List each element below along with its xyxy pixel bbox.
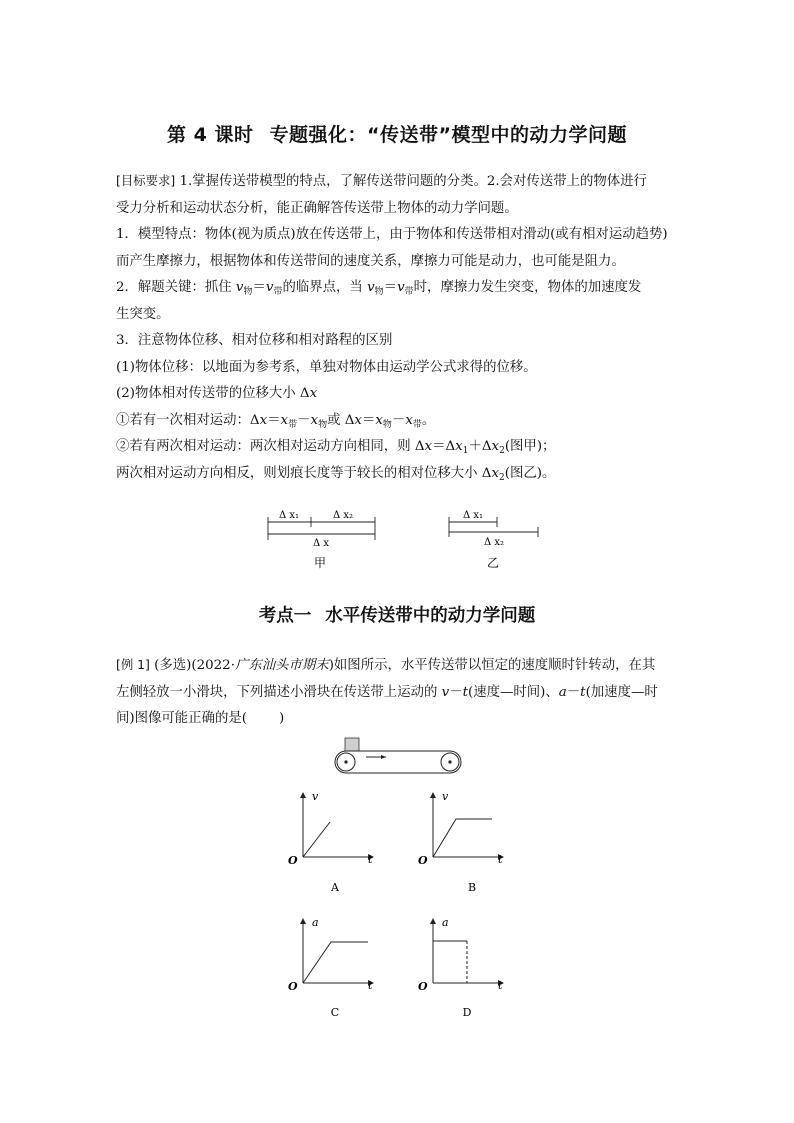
graph-a-y-label: v (312, 790, 319, 803)
graph-d-y-label: a (442, 916, 449, 929)
example-line-1: [例 1] (多选)(2022·广东汕头市期末)如图所示，水平传送带以恒定的速度顺时针转动，在其 (116, 657, 656, 673)
graph-c-origin: O (288, 980, 298, 993)
graph-a (288, 790, 373, 894)
jia-dx1-label: Δ x₁ (278, 510, 300, 521)
graph-b (418, 790, 503, 894)
jia-dx-label: Δ x (312, 538, 330, 549)
point-2-line-1: 2．解题关键：抓住 $v_物=v_带$的临界点，当 $v_物=v_带$时，摩擦力发生突变，物体的加速度发 (116, 280, 642, 297)
point-2-line-2: 生突变。 (116, 306, 170, 322)
point-3-2: (2)物体相对传送带的位移大小 Δx (116, 386, 318, 401)
objective-line-1: [目标要求] 1.掌握传送带模型的特点，了解传送带问题的分类。2.会对传送带上的物体进行 (116, 173, 647, 189)
objective-tag: [目标要求] (116, 173, 176, 188)
point-1-line-1: 1．模型特点：物体(视为质点)放在传送带上，由于物体和传送带相对滑动(或有相对运动趋势) (116, 227, 668, 242)
example-tag: [例 1] (116, 657, 150, 672)
graph-d-origin: O (418, 980, 428, 993)
example-line-3: 间)图像可能正确的是( ) (116, 711, 285, 726)
graph-d-caption: D (462, 1006, 472, 1019)
graph-d (418, 916, 503, 1019)
point-1-line-2: 而产生摩擦力，根据物体和传送带间的速度关系，摩擦力可能是动力，也可能是阻力。 (116, 253, 625, 269)
lesson-topic: 专题强化：“传送带”模型中的动力学问题 (269, 124, 627, 146)
graph-b-x-label: t (498, 853, 503, 866)
graph-a-x-label: t (368, 853, 373, 866)
graph-a-origin: O (288, 854, 298, 867)
graph-b-origin: O (418, 854, 428, 867)
graph-c-caption: C (330, 1006, 340, 1019)
objective-line-2: 受力分析和运动状态分析，能正确解答传送带上物体的动力学问题。 (116, 200, 518, 216)
section-heading: 考点一 水平传送带中的动力学问题 (258, 606, 536, 626)
case-1: ①若有一次相对运动：$\Delta x=x_带-x_物$或 $\Delta x=x_物-x_带$。 (116, 412, 436, 430)
point-3: 3．注意物体位移、相对位移和相对路程的区别 (116, 333, 393, 348)
jia-dx2-label: Δ x₂ (332, 510, 354, 521)
graph-c-curve (303, 942, 368, 983)
graph-c-x-label: t (368, 979, 373, 992)
yi-dx2-label: Δ x₂ (483, 537, 505, 548)
jia-caption: 甲 (313, 556, 327, 570)
graph-c-y-label: a (312, 916, 319, 929)
case-3: 两次相对运动方向相反，则划痕长度等于较长的相对位移大小 $\Delta x_2$(图乙)。 (116, 465, 556, 483)
yi-caption: 乙 (486, 556, 500, 570)
graph-b-curve (433, 819, 492, 857)
case-2: ②若有两次相对运动：两次相对运动方向相同，则 $\Delta x=\Delta x_1+\Delta x_2$(图甲)； (116, 439, 556, 456)
point-3-1: (1)物体位移：以地面为参考系，单独对物体由运动学公式求得的位移。 (116, 359, 537, 375)
lesson-number: 第 4 课时 (167, 124, 254, 146)
graph-b-caption: B (467, 881, 477, 894)
graph-c (288, 916, 373, 1019)
graph-b-y-label: v (442, 790, 449, 803)
graph-a-caption: A (331, 881, 339, 894)
graph-d-x-label: t (498, 979, 503, 992)
example-line-2: 左侧轻放一小滑块，下列描述小滑块在传送带上运动的 v－t(速度—时间)、a－t(加速度—时 (116, 684, 658, 700)
yi-dx1-label: Δ x₁ (462, 510, 484, 521)
graph-a-curve (303, 822, 330, 857)
